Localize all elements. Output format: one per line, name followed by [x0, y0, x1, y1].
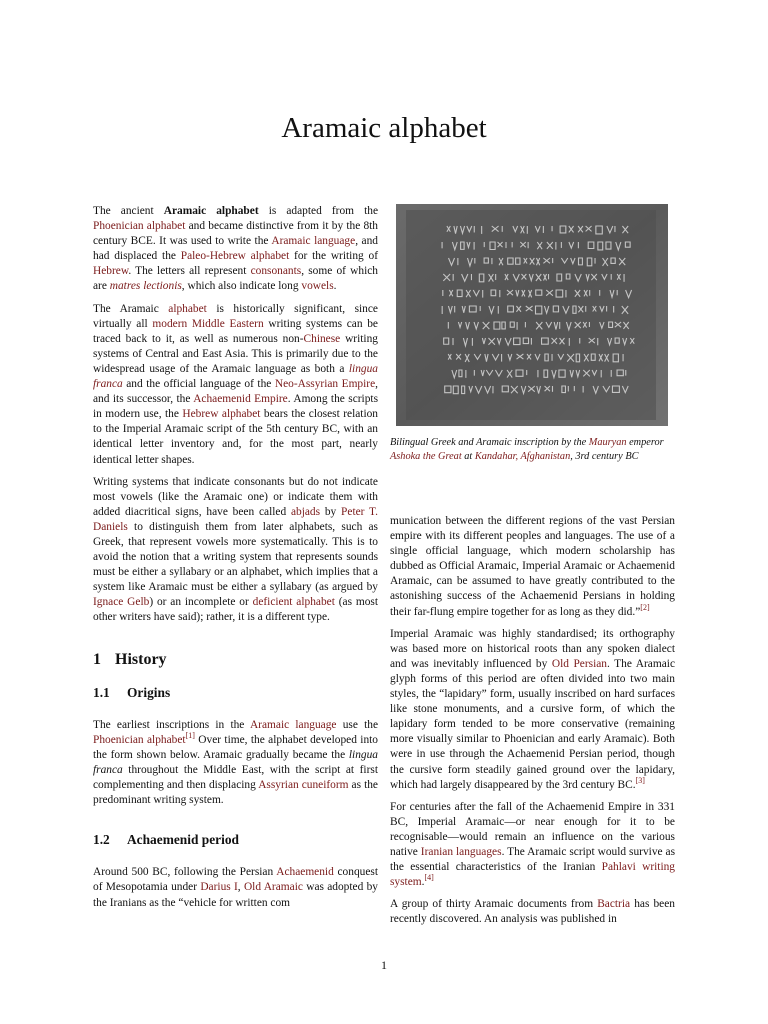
inscription-image — [396, 204, 668, 426]
link-chinese[interactable]: Chinese — [303, 332, 341, 345]
link-old-persian[interactable]: Old Persian — [551, 657, 607, 670]
link-hebrew-alphabet[interactable]: Hebrew alphabet — [182, 408, 261, 421]
intro-paragraph-1: The ancient Aramaic alphabet is adapted from the Phoenician alphabet and became distinctive from it by the 8th century BCE. It was used to write the Aramaic language, and had displaced the Paleo-Hebrew alphabet for the writing of Hebrew. The letters all represent consonants, some of which are matres lectionis, which also indicate long vowels. — [93, 205, 379, 293]
link-old-aramaic[interactable]: Old Aramaic — [243, 881, 303, 894]
link-hebrew[interactable]: Hebrew — [93, 265, 129, 278]
link-modern-middle-eastern[interactable]: modern Middle Eastern — [152, 317, 264, 330]
link-alphabet[interactable]: alphabet — [168, 302, 207, 315]
citation-3[interactable]: [3] — [635, 775, 645, 785]
achaemenid-paragraph: Around 500 BC, following the Persian Achaemenid conquest of Mesopotamia under Darius I, Old Aramaic was adopted by the Iranians as the “vehicle for written com — [93, 866, 378, 909]
link-achaemenid[interactable]: Achaemenid — [276, 866, 334, 879]
link-iranian-languages[interactable]: Iranian languages — [420, 845, 502, 858]
link-achaemenid-empire[interactable]: Achaemenid Empire — [193, 393, 288, 406]
link-bactria[interactable]: Bactria — [597, 898, 631, 911]
link-darius-i[interactable]: Darius I — [200, 881, 238, 894]
subsection-heading-origins: 1.1 Origins — [93, 684, 171, 700]
section-heading-history: 1 History — [93, 650, 167, 668]
link-pahlavi[interactable]: Pahlavi writing system — [390, 861, 675, 889]
origins-paragraph: The earliest inscriptions in the Aramaic language use the Phoenician alphabet[1] Over time, the alphabet developed into the form shown below. Aramaic gradually became the lingua franca throughout the Middle East, with the script at first complementing and then displacing Assyrian cuneiform as the predominant writing system. — [93, 718, 379, 807]
link-aramaic-language[interactable]: Aramaic language — [271, 235, 356, 248]
link-phoenician-alphabet[interactable]: Phoenician alphabet — [93, 220, 186, 233]
citation-2[interactable]: [2] — [640, 602, 650, 612]
link-lingua-franca[interactable]: lingua franca — [93, 362, 378, 391]
link-consonants[interactable]: consonants — [250, 265, 302, 278]
right-paragraph-4: A group of thirty Aramaic documents from Bactria has been recently discovered. An analysis was published in — [390, 898, 675, 926]
citation-1[interactable]: [1] — [185, 731, 195, 741]
right-column — [390, 514, 675, 934]
citation-4[interactable]: [4] — [424, 873, 434, 883]
link-assyrian-cuneiform[interactable]: Assyrian cuneiform — [258, 779, 349, 792]
link-neo-assyrian-empire[interactable]: Neo-Assyrian Empire — [274, 378, 376, 391]
link-abjads[interactable]: abjads — [290, 505, 321, 518]
page-number: 1 — [381, 958, 387, 972]
page-title: Aramaic alphabet — [281, 112, 487, 144]
link-kandahar[interactable]: Kandahar, Afghanistan — [474, 451, 571, 462]
intro-paragraph-2: The Aramaic alphabet is historically significant, since virtually all modern Middle Eastern writing systems can be traced back to it, as well as numerous non-Chinese writing systems of Central and East Asia. This is primarily due to the widespread usage of the Aramaic language as both a lingua franca and the official language of the Neo-Assyrian Empire, and its successor, the Achaemenid Empire. Among the scripts in modern use, the Hebrew alphabet bears the closest relation to the Imperial Aramaic script of the 5th century BC, with an identical letter inventory and, for the most part, nearly identical letter shapes. — [93, 302, 379, 466]
link-phoenician-alphabet-2[interactable]: Phoenician alphabet — [93, 733, 186, 746]
figure-caption: Bilingual Greek and Aramaic inscription by the Mauryan emperor Ashoka the Great at Kandahar, Afghanistan, 3rd century BC — [390, 437, 664, 462]
link-paleo-hebrew[interactable]: Paleo-Hebrew alphabet — [180, 250, 290, 263]
right-paragraph-3: For centuries after the fall of the Achaemenid Empire in 331 BC, Imperial Aramaic—or near enough for it to be recognisable—would remain an influence on the various native Iranian languages. The Aramaic script would survive as the essential characteristics of the Iranian Pahlavi writing system.[4] — [390, 800, 676, 889]
link-matres-lectionis[interactable]: matres lectionis — [109, 280, 182, 293]
link-mauryan[interactable]: Mauryan — [588, 437, 627, 448]
link-peter-daniels[interactable]: Peter T. Daniels — [93, 505, 378, 533]
link-ashoka[interactable]: Ashoka the Great — [390, 451, 462, 462]
link-deficient-alphabet[interactable]: deficient alphabet — [252, 596, 335, 609]
inscription-photo — [396, 204, 668, 426]
right-paragraph-2: Imperial Aramaic was highly standardised; its orthography was based more on historical roots than any spoken dialect and was inevitably influenced by Old Persian. The Aramaic glyph forms of this period are often divided into two main styles, the “lapidary” form, usually inscribed on hard surfaces like stone monuments, and a cursive form, of which the lapidary form tended to be more conservative (remaining more visually similar to Phoenician and early Aramaic). Both were in use through the Achaemenid Persian period, though the cursive form steadily gained ground over the lapidary, which had largely disappeared by the 3rd century BC.[3] — [390, 627, 675, 791]
right-paragraph-1: munication between the different regions of the vast Persian empire with its different peoples and languages. The use of a single official language, which modern scholarship has dubbed as Official Aramaic, Imperial Aramaic or Achaemenid Aramaic, can be assumed to have greatly contributed to the astonishing success of the Achaemenid Persians in holding their far-flung empire together for as long as they did.”[2] — [390, 515, 675, 618]
link-vowels[interactable]: vowels — [301, 280, 334, 293]
link-aramaic-language-2[interactable]: Aramaic language — [249, 718, 337, 731]
subsection-heading-achaemenid: 1.2 Achaemenid period — [93, 832, 239, 848]
intro-paragraph-3: Writing systems that indicate consonants but do not indicate most vowels (like the Aramaic one) or indicate them with added diacritical signs, have been called abjads by Peter T. Daniels to distinguish them from later alphabets, such as Greek, that represent vowels more systematically. This is to avoid the notion that a writing system that represents sounds must be either a syllabary or an alphabet, which implies that a system like Aramaic must be either a syllabary (as argued by Ignace Gelb) or an incomplete or deficient alphabet (as most other writers have said); rather, it is a different type. — [93, 475, 378, 624]
left-column — [93, 204, 378, 918]
link-ignace-gelb[interactable]: Ignace Gelb — [93, 596, 150, 609]
